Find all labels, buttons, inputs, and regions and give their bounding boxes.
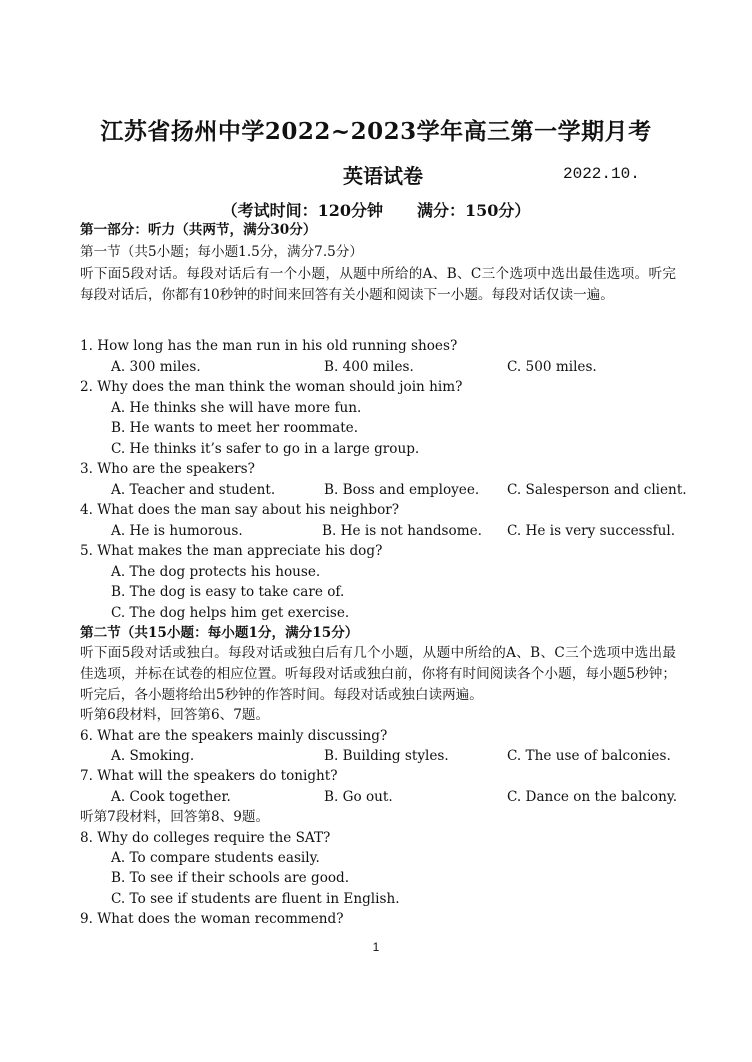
option-b: B. The dog is easy to take care of. <box>111 584 345 600</box>
option-a: A. 300 miles. <box>111 359 201 375</box>
section2-instructions: 听下面5段对话或独白。每段对话或独白后有几个小题，从题中所给的A、B、C三个选项中选出最佳选项，并标在试卷的相应位置。听每段对话或独白前，你将有时间阅读各个小题，每小题5秒钟；听完后，各小题将给出5秒钟的作答时间。每段对话或独白读两遍。 <box>80 645 676 703</box>
exam-title: 江苏省扬州中学2022~2023学年高三第一学期月考 <box>100 118 652 145</box>
option-c: C. The dog helps him get exercise. <box>111 605 350 621</box>
exam-date: 2022.10. <box>563 165 640 183</box>
option-c: C. 500 miles. <box>507 359 597 375</box>
option-c: C. Dance on the balcony. <box>507 789 678 805</box>
question-stem: 9. What does the woman recommend? <box>80 911 344 927</box>
exam-time: （考试时间：120分钟 <box>221 201 383 220</box>
exam-subtitle: 英语试卷 <box>343 164 423 188</box>
option-b: B. 400 miles. <box>324 359 414 375</box>
section1-heading: 第一节（共5小题；每小题1.5分，满分7.5分） <box>80 244 363 260</box>
option-b: B. Go out. <box>324 789 393 805</box>
question-stem: 6. What are the speakers mainly discussing? <box>80 728 388 744</box>
question-stem: 4. What does the man say about his neighbor? <box>80 502 400 518</box>
option-a: A. Cook together. <box>111 789 231 805</box>
option-c: C. To see if students are fluent in English. <box>111 891 400 907</box>
material-note: 听第7段材料，回答第8、9题。 <box>80 809 270 825</box>
full-score: 满分：150分） <box>417 201 531 220</box>
question-stem: 5. What makes the man appreciate his dog? <box>80 543 383 559</box>
option-b: B. Building styles. <box>324 748 449 764</box>
option-c: C. He is very successful. <box>507 523 676 539</box>
section1-instructions: 听下面5段对话。每段对话后有一个小题，从题中所给的A、B、C三个选项中选出最佳选项。听完每段对话后，你都有10秒钟的时间来回答有关小题和阅读下一小题。每段对话仅读一遍。 <box>80 266 676 303</box>
option-c: C. He thinks it’s safer to go in a large group. <box>111 441 420 457</box>
option-b: B. To see if their schools are good. <box>111 870 350 886</box>
option-a: A. He thinks she will have more fun. <box>111 400 362 416</box>
option-b: B. He wants to meet her roommate. <box>111 420 359 436</box>
exam-info <box>0 198 752 221</box>
option-a: A. Smoking. <box>111 748 195 764</box>
part1-heading: 第一部分：听力（共两节，满分30分） <box>80 222 317 238</box>
option-b: B. Boss and employee. <box>324 482 480 498</box>
option-b: B. He is not handsome. <box>322 523 482 539</box>
question-stem: 1. How long has the man run in his old running shoes? <box>80 338 458 354</box>
page-number: 1 <box>372 940 380 954</box>
question-stem: 8. Why do colleges require the SAT? <box>80 830 331 846</box>
material-note: 听第6段材料，回答第6、7题。 <box>80 707 270 723</box>
option-a: A. The dog protects his house. <box>111 564 321 580</box>
question-stem: 7. What will the speakers do tonight? <box>80 768 338 784</box>
question-stem: 2. Why does the man think the woman should join him? <box>80 379 463 395</box>
option-a: A. He is humorous. <box>111 523 243 539</box>
option-a: A. To compare students easily. <box>111 850 320 866</box>
option-c: C. The use of balconies. <box>507 748 671 764</box>
option-a: A. Teacher and student. <box>111 482 276 498</box>
question-stem: 3. Who are the speakers? <box>80 461 255 477</box>
section2-heading: 第二节（共15小题：每小题1分，满分15分） <box>80 625 359 641</box>
option-c: C. Salesperson and client. <box>507 482 687 498</box>
